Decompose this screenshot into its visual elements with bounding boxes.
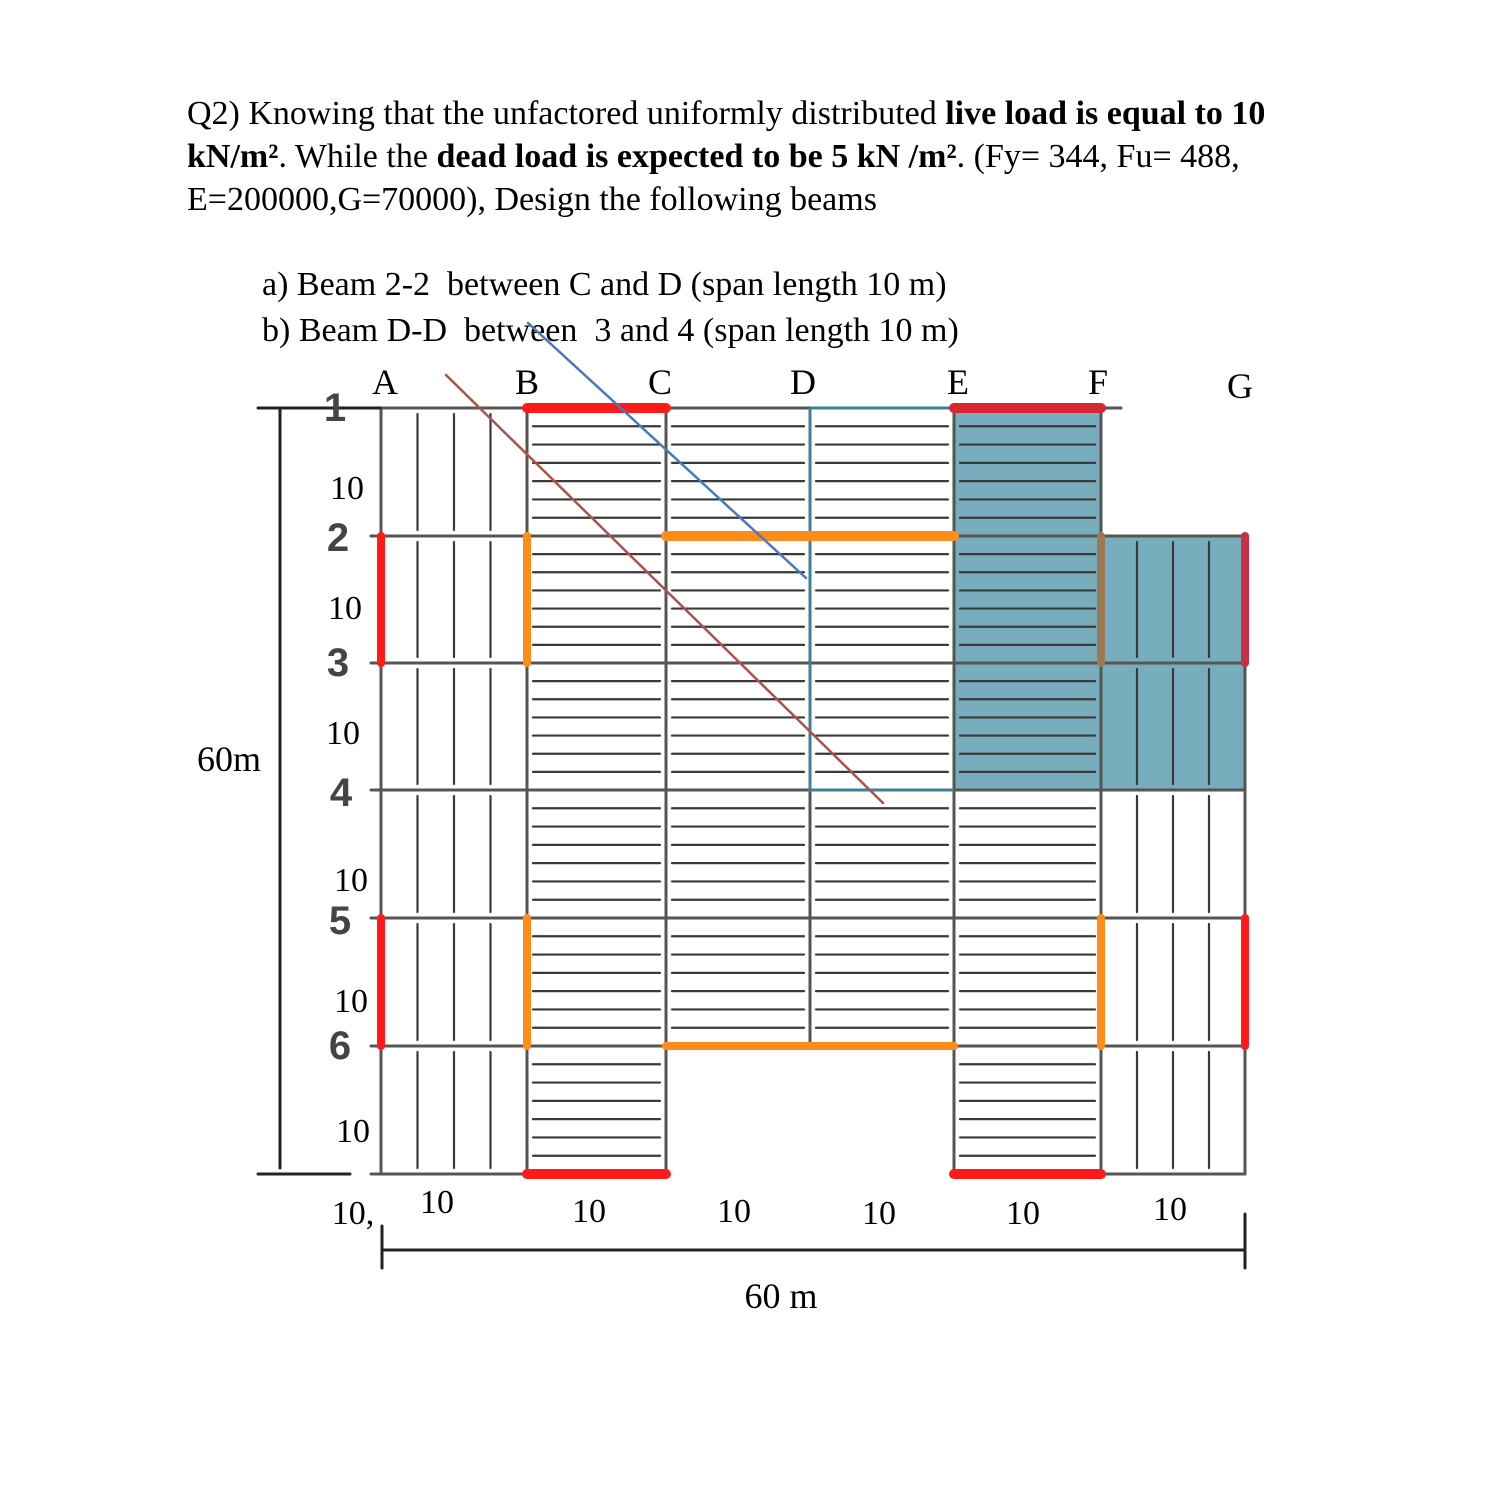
col-spacing-1: 10: [420, 1184, 454, 1221]
row-label-2: 2: [326, 516, 350, 560]
row-spacing-1: 10: [330, 470, 364, 507]
col-label-C: C: [647, 362, 673, 402]
row-spacing-3: 10: [326, 715, 360, 752]
col-label-D: D: [790, 362, 816, 402]
col-label-G: G: [1227, 366, 1253, 406]
row-spacing-5: 10: [334, 983, 368, 1020]
bay-outline: [810, 408, 954, 790]
row-spacing-4: 10: [334, 862, 368, 899]
row-label-3: 3: [326, 641, 350, 685]
row-label-4: 4: [329, 771, 353, 815]
bottom-left-label: 10,: [331, 1195, 375, 1232]
row-label-6: 6: [328, 1024, 352, 1068]
col-label-F: F: [1087, 362, 1109, 402]
row-spacing-6: 10: [336, 1113, 370, 1150]
item-a: a) Beam 2-2 between C and D (span length 10 m): [262, 266, 947, 303]
row-label-1: 1: [323, 386, 347, 430]
question-text: Q2) Knowing that the unfactored uniformly distributed live load is equal to 10 kN/m². While the dead load is expected to be 5 kN /m². (Fy= 344, Fu= 488, E=200000,G=70000), Design the following beams: [187, 95, 1266, 218]
row-label-5: 5: [328, 899, 352, 943]
total-height-label: 60m: [196, 739, 262, 779]
col-label-A: A: [372, 362, 398, 402]
col-spacing-6: 10: [1153, 1191, 1187, 1228]
col-spacing-4: 10: [862, 1195, 896, 1232]
row-spacing-2: 10: [328, 590, 362, 627]
grid-lines: [371, 408, 1245, 1174]
col-label-E: E: [947, 362, 969, 402]
item-b: b) Beam D-D between 3 and 4 (span length 10 m): [262, 312, 959, 349]
col-spacing-2: 10: [572, 1193, 606, 1230]
col-spacing-5: 10: [1006, 1195, 1040, 1232]
total-width-label: 60 m: [744, 1276, 818, 1316]
col-spacing-3: 10: [717, 1193, 751, 1230]
col-label-B: B: [514, 362, 540, 402]
